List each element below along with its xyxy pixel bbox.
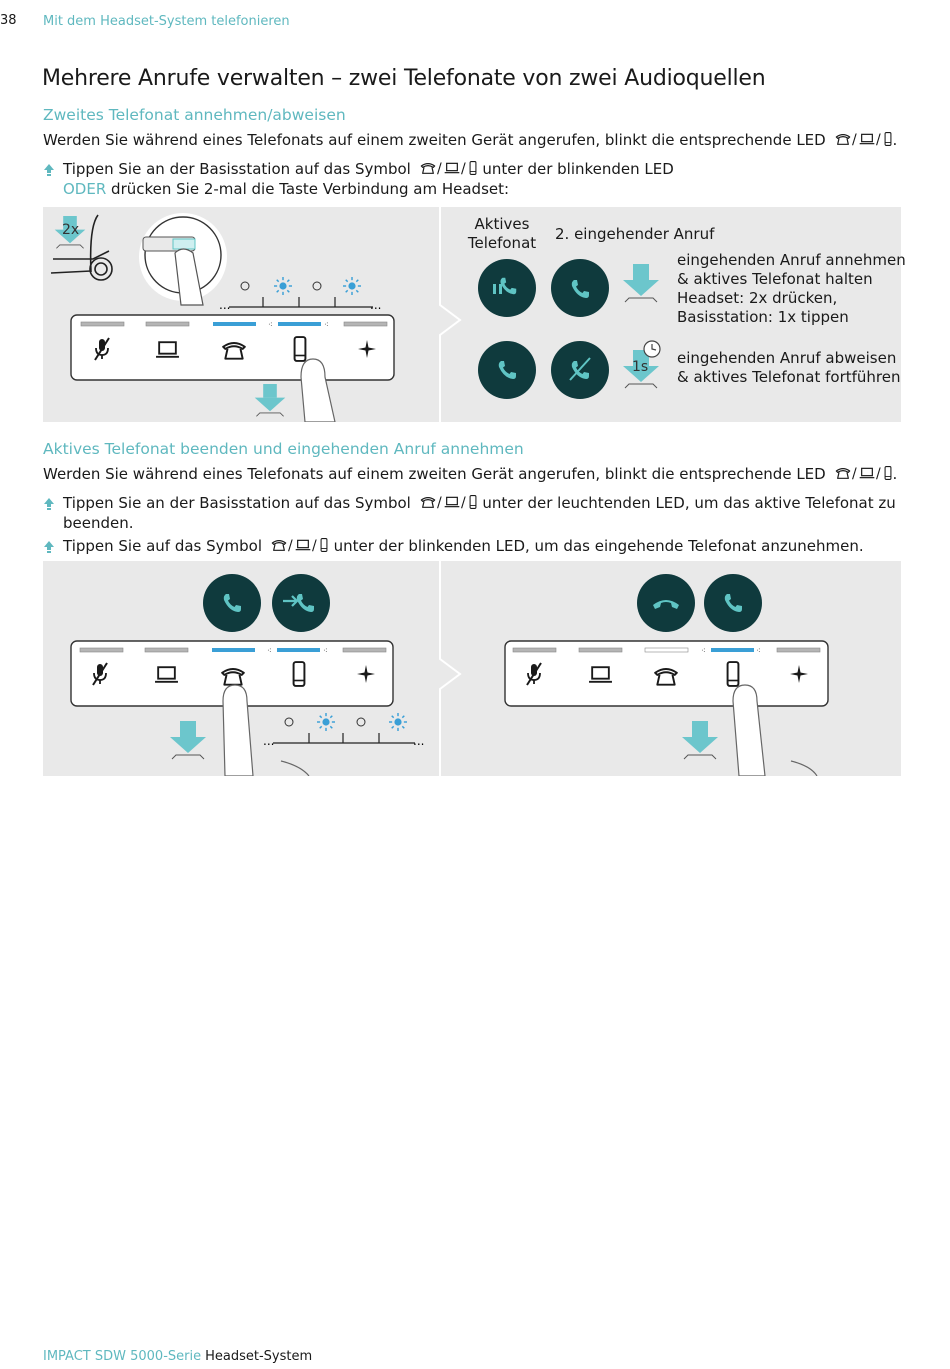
led-indicator-row [219,277,381,312]
call-reject-icon [551,341,609,399]
call-accept-icon [704,574,762,632]
footer-system: Headset-System [205,1349,313,1364]
step-text-part2: unter der blinkenden LED [482,160,674,178]
step-arrow-icon [43,163,55,177]
option-accept-line: eingehenden Anruf annehmen [677,251,906,269]
step-text-part1: Tippen Sie an der Basisstation auf das Symbol [63,160,411,178]
svg-text:...: ... [370,298,382,312]
svg-text:/: / [436,161,442,176]
or-word: ODER [63,180,107,198]
option-accept-line: & aktives Telefonat halten [677,270,873,288]
svg-text:...: ... [413,734,425,748]
step-arrow-icon [43,540,55,554]
svg-text:⁖: ⁖ [324,320,329,329]
step-text-part3: drücken Sie 2-mal die Taste Verbindung am Headset: [111,180,510,198]
step-arrow-icon [43,497,55,511]
svg-text:/: / [851,466,857,481]
svg-text:/: / [460,161,466,176]
step2-text-part1: Tippen Sie auf das Symbol [63,537,263,555]
section1-intro-text: Werden Sie während eines Telefonats auf einem zweiten Gerät angerufen, blinkt die entsprechende LED [43,131,826,149]
figure-end-and-answer [43,561,901,776]
svg-text:/: / [851,132,857,147]
figure-answer-reject [43,207,906,422]
svg-text:/: / [460,495,466,510]
svg-text:...: ... [263,734,275,748]
call-accept-icon [203,574,261,632]
svg-text:/: / [436,495,442,510]
headset-icon [51,215,112,280]
section2-intro: Werden Sie während eines Telefonats auf einem zweiten Gerät angerufen, blinkt die entsprechende LED / / . [43,465,898,483]
section1-step [43,160,903,200]
incoming-call-label: 2. eingehender Anruf [555,225,715,243]
hold-badge: 1s [632,359,649,375]
section-heading-answer-reject: Zweites Telefonat annehmen/abweisen [43,106,346,124]
step1-text-part3: beenden. [63,514,134,532]
call-hold-icon [478,259,536,317]
option-accept [677,251,906,327]
call-end-icon [637,574,695,632]
option-reject-line: eingehenden Anruf abweisen [677,349,897,367]
step2-text-part2: unter der blinkenden LED, um das eingehende Telefonat anzunehmen. [333,537,864,555]
device-symbols [416,494,478,514]
section2-step2 [43,537,903,557]
svg-text:⁖: ⁖ [701,646,706,655]
footer-series: IMPACT SDW 5000-Serie [43,1349,202,1364]
section2-step1 [43,494,903,534]
svg-text:⁖: ⁖ [268,320,273,329]
section-heading-end-and-answer: Aktives Telefonat beenden und eingehenden Anruf annehmen [43,440,524,458]
call-accept-icon [551,259,609,317]
section2-intro-text: Werden Sie während eines Telefonats auf einem zweiten Gerät angerufen, blinkt die entsprechende LED [43,465,826,483]
step1-text-part2: unter der leuchtenden LED, um das aktive Telefonat zu [482,494,896,512]
svg-text:⁖: ⁖ [267,646,272,655]
page-title: Mehrere Anrufe verwalten – zwei Telefonate von zwei Audioquellen [42,66,766,91]
active-call-label: Aktives Telefonat [467,215,537,252]
call-accept-icon [478,341,536,399]
section1-intro: Werden Sie während eines Telefonats auf einem zweiten Gerät angerufen, blinkt die entsprechende LED / / . [43,131,898,149]
page-footer [43,1349,312,1364]
base-station [71,315,394,380]
device-symbols [416,160,478,180]
svg-text:/: / [875,466,881,481]
svg-text:⁖: ⁖ [756,646,761,655]
call-switch-icon [272,574,330,632]
step1-text-part1: Tippen Sie an der Basisstation auf das Symbol [63,494,411,512]
svg-text:⁖: ⁖ [323,646,328,655]
page-number: 38 [0,13,17,28]
led-indicator-row [263,713,424,748]
device-symbols [267,537,329,557]
option-accept-line: Basisstation: 1x tippen [677,308,849,326]
option-accept-line: Headset: 2x drücken, [677,289,838,307]
option-reject [677,349,901,387]
option-reject-line: & aktives Telefonat fortführen [677,368,901,386]
device-symbols [831,131,893,151]
svg-text:/: / [875,132,881,147]
running-header: Mit dem Headset-System telefonieren [43,14,290,29]
device-symbols [831,465,893,485]
svg-text:/: / [311,538,317,553]
svg-text:/: / [287,538,293,553]
base-station [505,641,828,706]
press-badge: 2x [62,222,80,238]
clock-icon [644,341,660,357]
svg-text:...: ... [219,298,231,312]
